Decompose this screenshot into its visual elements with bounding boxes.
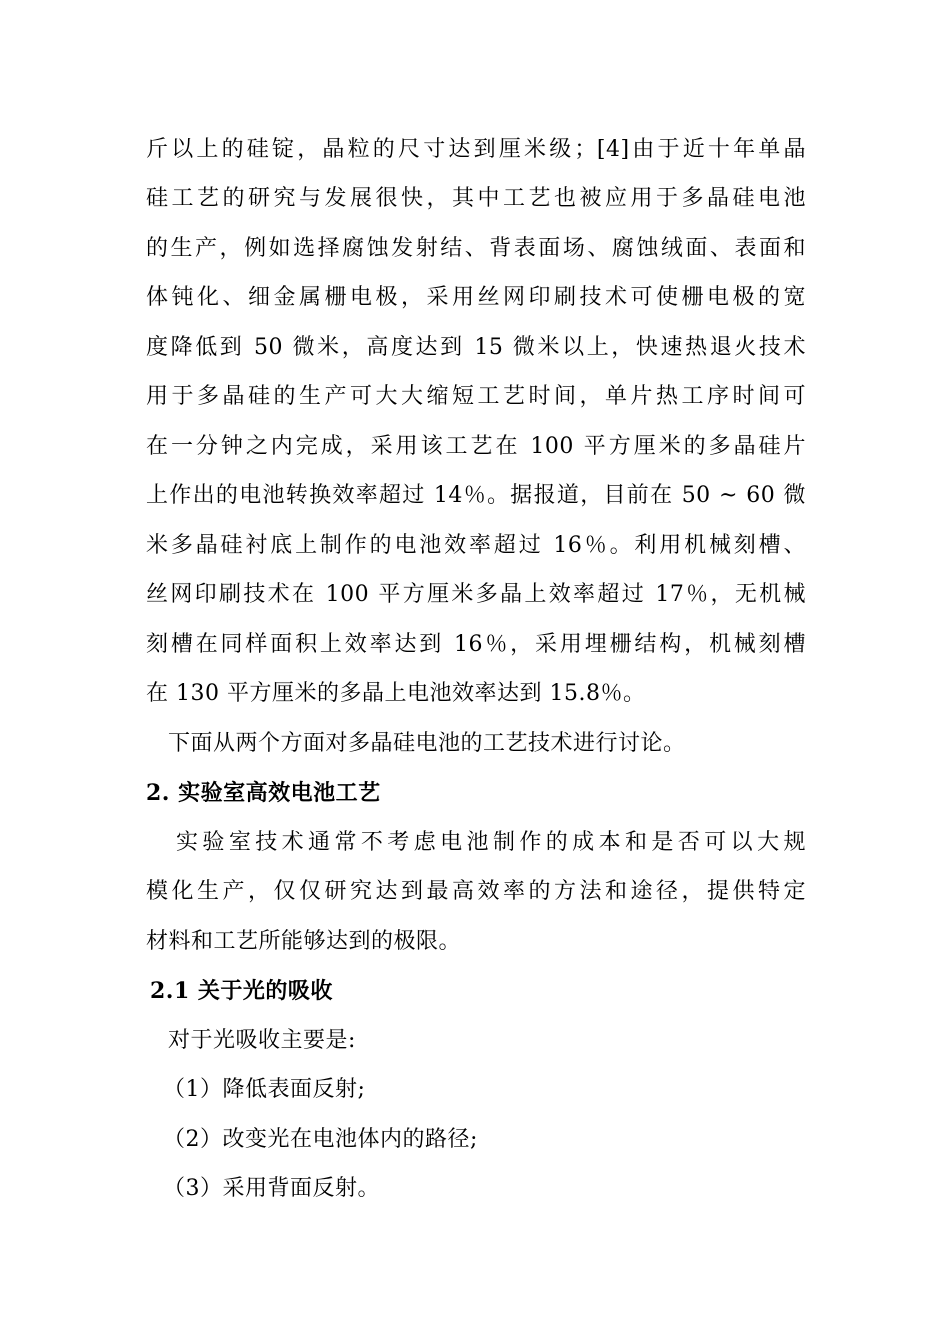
paragraph-line: 用于多晶硅的生产可大大缩短工艺时间，单片热工序时间可 [146,384,806,409]
paragraph-line: 体钝化、细金属栅电极，采用丝网印刷技术可使栅电极的宽 [146,285,806,310]
paragraph-line: 在 130 平方厘米的多晶上电池效率达到 15.8％。 [146,681,646,706]
paragraph-line: 度降低到 50 微米，高度达到 15 微米以上，快速热退火技术 [146,335,806,360]
paragraph-line: 硅工艺的研究与发展很快，其中工艺也被应用于多晶硅电池 [146,186,806,211]
paragraph-line: 米多晶硅衬底上制作的电池效率超过 16％。利用机械刻槽、 [146,533,806,558]
list-intro: 对于光吸收主要是: [168,1028,356,1053]
subsection-heading: 2.1 关于光的吸收 [150,978,333,1004]
list-item: （2）改变光在电池体内的路径; [163,1127,478,1152]
paragraph-line: 上作出的电池转换效率超过 14％。据报道，目前在 50 ~ 60 微 [146,483,806,508]
paragraph-line: 丝网印刷技术在 100 平方厘米多晶上效率超过 17％，无机械 [146,582,806,607]
paragraph-line: 斤以上的硅锭，晶粒的尺寸达到厘米级；[4]由于近十年单晶 [146,137,806,162]
paragraph-line: 在一分钟之内完成，采用该工艺在 100 平方厘米的多晶硅片 [146,434,806,459]
paragraph-line: 实验室技术通常不考虑电池制作的成本和是否可以大规 [176,830,806,855]
paragraph-transition: 下面从两个方面对多晶硅电池的工艺技术进行讨论。 [168,731,686,756]
section-heading: 2. 实验室高效电池工艺 [146,780,381,806]
list-item: （3）采用背面反射。 [163,1176,380,1201]
paragraph-line: 材料和工艺所能够达到的极限。 [146,929,462,954]
list-item: （1）降低表面反射; [163,1077,366,1102]
paragraph-line: 模化生产，仅仅研究达到最高效率的方法和途径，提供特定 [146,879,806,904]
paragraph-line: 刻槽在同样面积上效率达到 16％，采用埋栅结构，机械刻槽 [146,632,806,657]
paragraph-line: 的生产，例如选择腐蚀发射结、背表面场、腐蚀绒面、表面和 [146,236,806,261]
